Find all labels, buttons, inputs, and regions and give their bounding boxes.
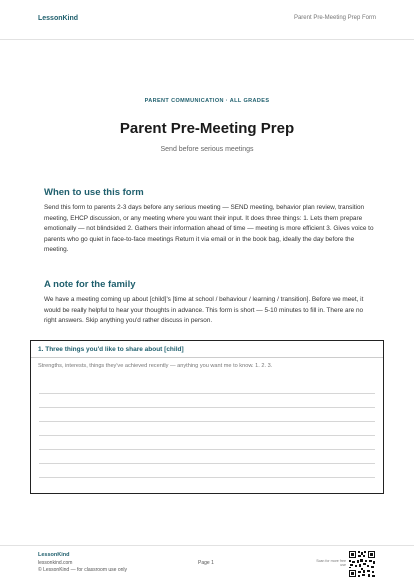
- header-doc-title: Parent Pre-Meeting Prep Form: [293, 15, 376, 21]
- section-heading-family-note: A note for the family: [44, 279, 136, 290]
- question-header: [31, 341, 383, 358]
- answer-line[interactable]: [39, 477, 375, 478]
- section-body-when-to-use: Send this form to parents 2-3 days before any serious meeting — SEND meeting, behavior plan review, transition meeting, EHCP discussion, or any meeting where you want their input. It does three things: 1. Lets them prepare emotionally — not blindsided 2. Gathers their information ahead of time — meeting is more efficient 3. Gives voice to parents who go quiet in face-to-face meetings Return it via email or in the book bag, ideally the day before the meeting.: [44, 204, 374, 254]
- qr-code-icon: [348, 550, 376, 578]
- answer-line[interactable]: [39, 421, 375, 422]
- answer-line[interactable]: [39, 393, 375, 394]
- answer-line[interactable]: [39, 463, 375, 464]
- answer-line[interactable]: [39, 449, 375, 450]
- footer-url-link[interactable]: lessonkind.com: [38, 560, 73, 566]
- footer-brand: LessonKind: [38, 552, 70, 558]
- question-title: 1. Three things you'd like to share about [child]: [38, 346, 184, 353]
- scan-caption: Scan for more free use: [316, 559, 346, 568]
- page-header: [0, 0, 414, 40]
- page-number: Page 1: [198, 560, 214, 566]
- question-hint: Strengths, interests, things they've achieved recently — anything you want me to know. 1. 2. 3.: [38, 363, 273, 369]
- page-title: Parent Pre-Meeting Prep: [119, 120, 295, 137]
- brand-logo-text[interactable]: LessonKind: [38, 15, 79, 22]
- answer-line[interactable]: [39, 407, 375, 408]
- section-heading-when-to-use: When to use this form: [44, 187, 144, 198]
- page-footer: [0, 545, 414, 585]
- category-eyebrow: PARENT COMMUNICATION · ALL GRADES: [144, 98, 270, 104]
- answer-line[interactable]: [39, 435, 375, 436]
- section-body-family-note: We have a meeting coming up about [child]'s [time at school / behaviour / learning / transition]. Before we meet, it would be really helpful to hear your thoughts in advance. This form is short — 5-10 minutes to fill in. There are no right answers. Skip anything you'd rather discuss in person.: [44, 296, 364, 325]
- page-subtitle: Send before serious meetings: [160, 146, 254, 153]
- footer-copyright: © LessonKind — for classroom use only: [38, 567, 128, 573]
- question-box: [30, 340, 384, 494]
